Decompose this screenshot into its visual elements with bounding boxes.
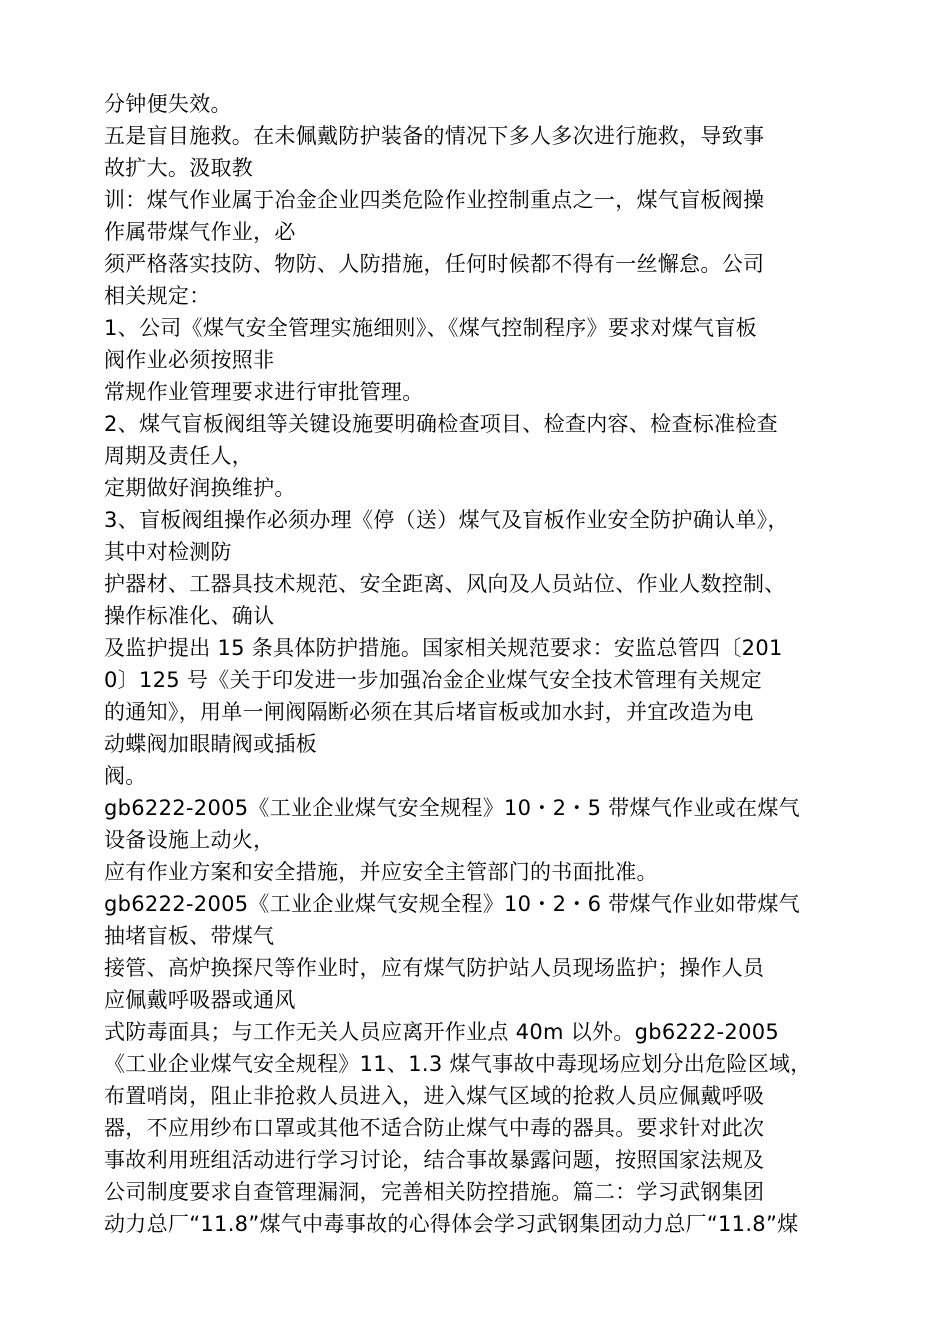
document-body xyxy=(104,88,864,1240)
text-line: 0〕125 号《关于印发进一步加强冶金企业煤气安全技术管理有关规定 xyxy=(104,668,763,692)
text-line: 的通知》，用单一闸阀隔断必须在其后堵盲板或加水封，并宜改造为电 xyxy=(104,700,754,724)
text-line: 式防毒面具；与工作无关人员应离开作业点 40m 以外。gb6222-2005 xyxy=(104,1020,780,1044)
text-line: 器，不应用纱布口罩或其他不适合防止煤气中毒的器具。要求针对此次 xyxy=(104,1116,765,1140)
text-line: 1、公司《煤气安全管理实施细则》、《煤气控制程序》要求对煤气盲板 xyxy=(104,316,757,340)
text-line: 及监护提出 15 条具体防护措施。国家相关规范要求：安监总管四〔201 xyxy=(104,636,783,660)
text-line: 故扩大。汲取教 xyxy=(104,156,254,180)
text-line: gb6222-2005《工业企业煤气安全规程》10・2・5 带煤气作业或在煤气 xyxy=(104,796,800,820)
text-line: 相关规定： xyxy=(104,284,211,308)
text-line: 抽堵盲板、带煤气 xyxy=(104,924,275,948)
text-line: 分钟便失效。 xyxy=(104,92,232,116)
text-line: 2、煤气盲板阀组等关键设施要明确检查项目、检查内容、检查标准检查 xyxy=(104,412,778,436)
text-line: 《工业企业煤气安全规程》11、1.3 煤气事故中毒现场应划分出危险区域， xyxy=(104,1052,812,1076)
text-line: 阀作业必须按照非 xyxy=(104,348,275,372)
text-line: 动蝶阀加眼睛阀或插板 xyxy=(104,732,317,756)
text-line: 公司制度要求自查管理漏洞，完善相关防控措施。篇二：学习武钢集团 xyxy=(104,1180,765,1204)
text-line: 应佩戴呼吸器或通风 xyxy=(104,988,296,1012)
text-line: 布置哨岗，阻止非抢救人员进入，进入煤气区域的抢救人员应佩戴呼吸 xyxy=(104,1084,765,1108)
text-line: 接管、高炉换探尺等作业时，应有煤气防护站人员现场监护；操作人员 xyxy=(104,956,765,980)
text-line: 设备设施上动火， xyxy=(104,828,275,852)
text-line: 定期做好润换维护。 xyxy=(104,476,296,500)
text-line: 五是盲目施救。在未佩戴防护装备的情况下多人多次进行施救，导致事 xyxy=(104,124,765,148)
text-line: gb6222-2005《工业企业煤气安规全程》10・2・6 带煤气作业如带煤气 xyxy=(104,892,800,916)
text-line: 动力总厂“11.8”煤气中毒事故的心得体会学习武钢集团动力总厂“11.8”煤 xyxy=(104,1212,799,1236)
text-line: 事故利用班组活动进行学习讨论，结合事故暴露问题，按照国家法规及 xyxy=(104,1148,765,1172)
text-line: 3、盲板阀组操作必须办理《停（送）煤气及盲板作业安全防护确认单》， xyxy=(104,508,789,532)
text-line: 作属带煤气作业，必 xyxy=(104,220,296,244)
text-line: 操作标准化、确认 xyxy=(104,604,275,628)
text-line: 护器材、工器具技术规范、安全距离、风向及人员站位、作业人数控制、 xyxy=(104,572,786,596)
text-line: 常规作业管理要求进行审批管理。 xyxy=(104,380,424,404)
text-line: 训：煤气作业属于冶金企业四类危险作业控制重点之一，煤气盲板阀操 xyxy=(104,188,765,212)
text-line: 须严格落实技防、物防、人防措施，任何时候都不得有一丝懈怠。公司 xyxy=(104,252,765,276)
text-line: 阀。 xyxy=(104,764,147,788)
text-line: 应有作业方案和安全措施，并应安全主管部门的书面批准。 xyxy=(104,860,658,884)
text-line: 周期及责任人， xyxy=(104,444,254,468)
text-line: 其中对检测防 xyxy=(104,540,232,564)
